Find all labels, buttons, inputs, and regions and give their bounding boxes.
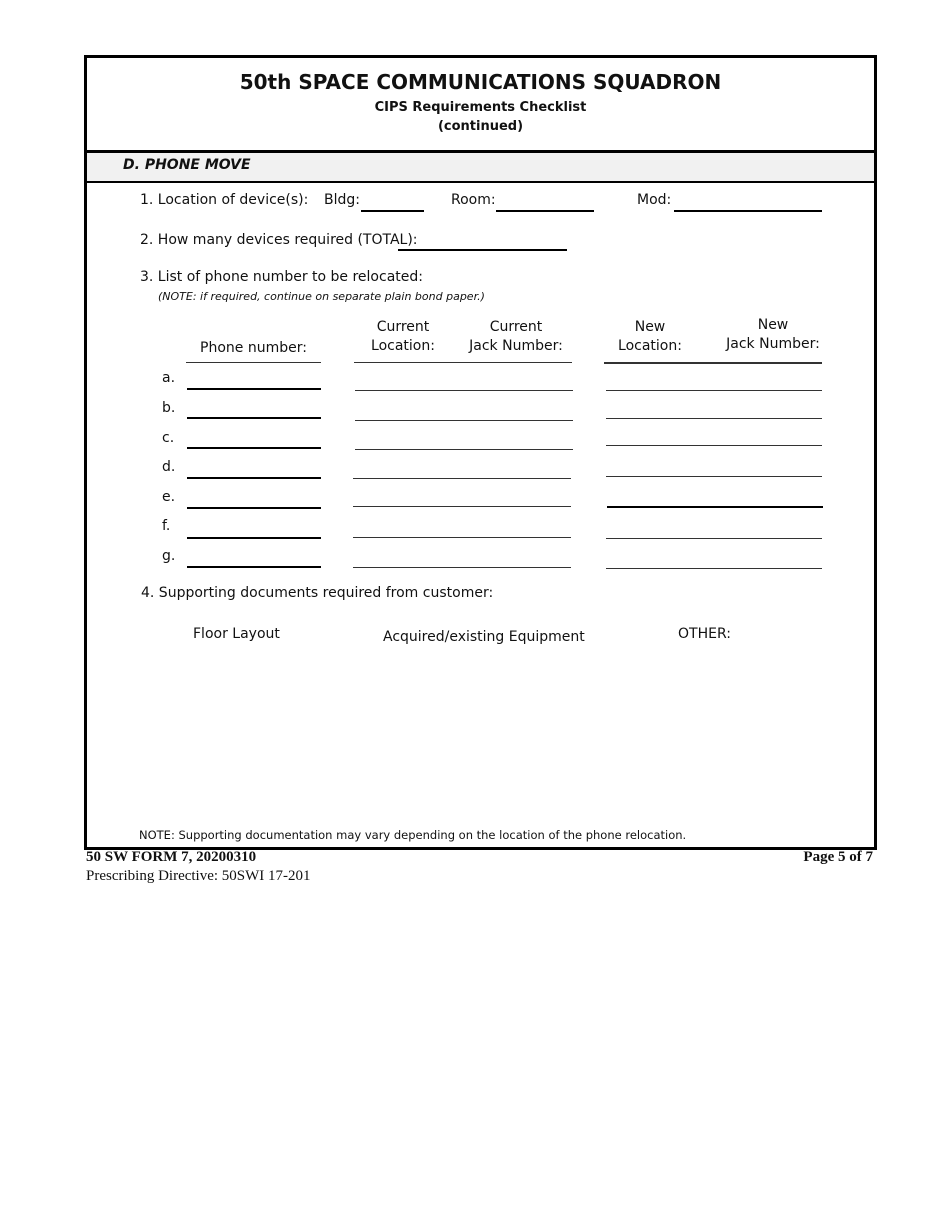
col-new-jack-line2: Jack Number: — [726, 336, 820, 352]
equipment-option[interactable]: Acquired/existing Equipment — [383, 629, 585, 645]
new-location-jack-field[interactable] — [606, 390, 822, 391]
row-letter: g. — [162, 548, 176, 564]
current-location-jack-field[interactable] — [353, 537, 571, 538]
col-current-underline — [354, 362, 572, 363]
current-location-jack-field[interactable] — [355, 449, 573, 450]
page-number: Page 5 of 7 — [803, 849, 873, 865]
current-location-jack-field[interactable] — [355, 420, 573, 421]
col-current-location-line1: Current — [376, 319, 430, 335]
phone-number-field[interactable] — [187, 388, 321, 390]
col-new-location-line2: Location: — [618, 338, 682, 354]
phone-number-field[interactable] — [187, 477, 321, 479]
new-location-jack-field[interactable] — [606, 445, 822, 446]
floor-layout-option[interactable]: Floor Layout — [193, 626, 280, 642]
other-option[interactable]: OTHER: — [678, 626, 731, 642]
col-current-jack-line2: Jack Number: — [469, 338, 563, 354]
new-location-jack-field[interactable] — [606, 538, 822, 539]
row-letter: e. — [162, 489, 176, 505]
phone-number-field[interactable] — [187, 537, 321, 539]
row-letter: c. — [162, 430, 175, 446]
new-location-jack-field[interactable] — [606, 476, 822, 477]
item3-note: (NOTE: if required, continue on separate plain bond paper.) — [158, 290, 485, 303]
row-letter: d. — [162, 459, 176, 475]
form-title: 50th SPACE COMMUNICATIONS SQUADRON — [239, 70, 722, 94]
phone-number-field[interactable] — [187, 417, 321, 419]
prescribing-directive: Prescribing Directive: 50SWI 17-201 — [86, 868, 311, 884]
col-current-location-line2: Location: — [371, 338, 435, 354]
bldg-label: Bldg: — [324, 192, 360, 208]
room-label: Room: — [451, 192, 496, 208]
current-location-jack-field[interactable] — [353, 567, 571, 568]
row-letter: a. — [162, 370, 176, 386]
section-divider — [87, 181, 874, 183]
new-location-jack-field[interactable] — [606, 568, 822, 569]
col-new-jack-line1: New — [757, 317, 789, 333]
col-new-underline — [604, 362, 822, 364]
row-letter: b. — [162, 400, 176, 416]
current-location-jack-field[interactable] — [353, 478, 571, 479]
new-location-jack-field[interactable] — [607, 506, 823, 508]
form-number: 50 SW FORM 7, 20200310 — [86, 849, 257, 865]
form-continued: (continued) — [437, 119, 524, 134]
item2-label: 2. How many devices required (TOTAL): — [140, 232, 418, 248]
col-phone-number: Phone number: — [200, 340, 307, 356]
phone-number-field[interactable] — [187, 447, 321, 449]
supporting-doc-note: NOTE: Supporting documentation may vary depending on the location of the phone relocation. — [139, 828, 687, 842]
row-letter: f. — [162, 518, 171, 534]
mod-label: Mod: — [637, 192, 672, 208]
phone-number-field[interactable] — [187, 566, 321, 568]
item4-label: 4. Supporting documents required from customer: — [141, 585, 494, 601]
item3-label: 3. List of phone number to be relocated: — [140, 269, 423, 285]
new-location-jack-field[interactable] — [606, 418, 822, 419]
bldg-field[interactable] — [361, 210, 424, 212]
mod-field[interactable] — [674, 210, 822, 212]
col-current-jack-line1: Current — [489, 319, 543, 335]
room-field[interactable] — [496, 210, 594, 212]
item1-label: 1. Location of device(s): — [140, 192, 309, 208]
section-title: D. PHONE MOVE — [123, 157, 251, 173]
col-new-location-line1: New — [634, 319, 666, 335]
phone-number-field[interactable] — [187, 507, 321, 509]
form-subtitle: CIPS Requirements Checklist — [374, 100, 587, 115]
total-devices-field[interactable] — [398, 249, 567, 251]
col-phone-underline — [186, 362, 321, 363]
current-location-jack-field[interactable] — [353, 506, 571, 507]
current-location-jack-field[interactable] — [355, 390, 573, 391]
